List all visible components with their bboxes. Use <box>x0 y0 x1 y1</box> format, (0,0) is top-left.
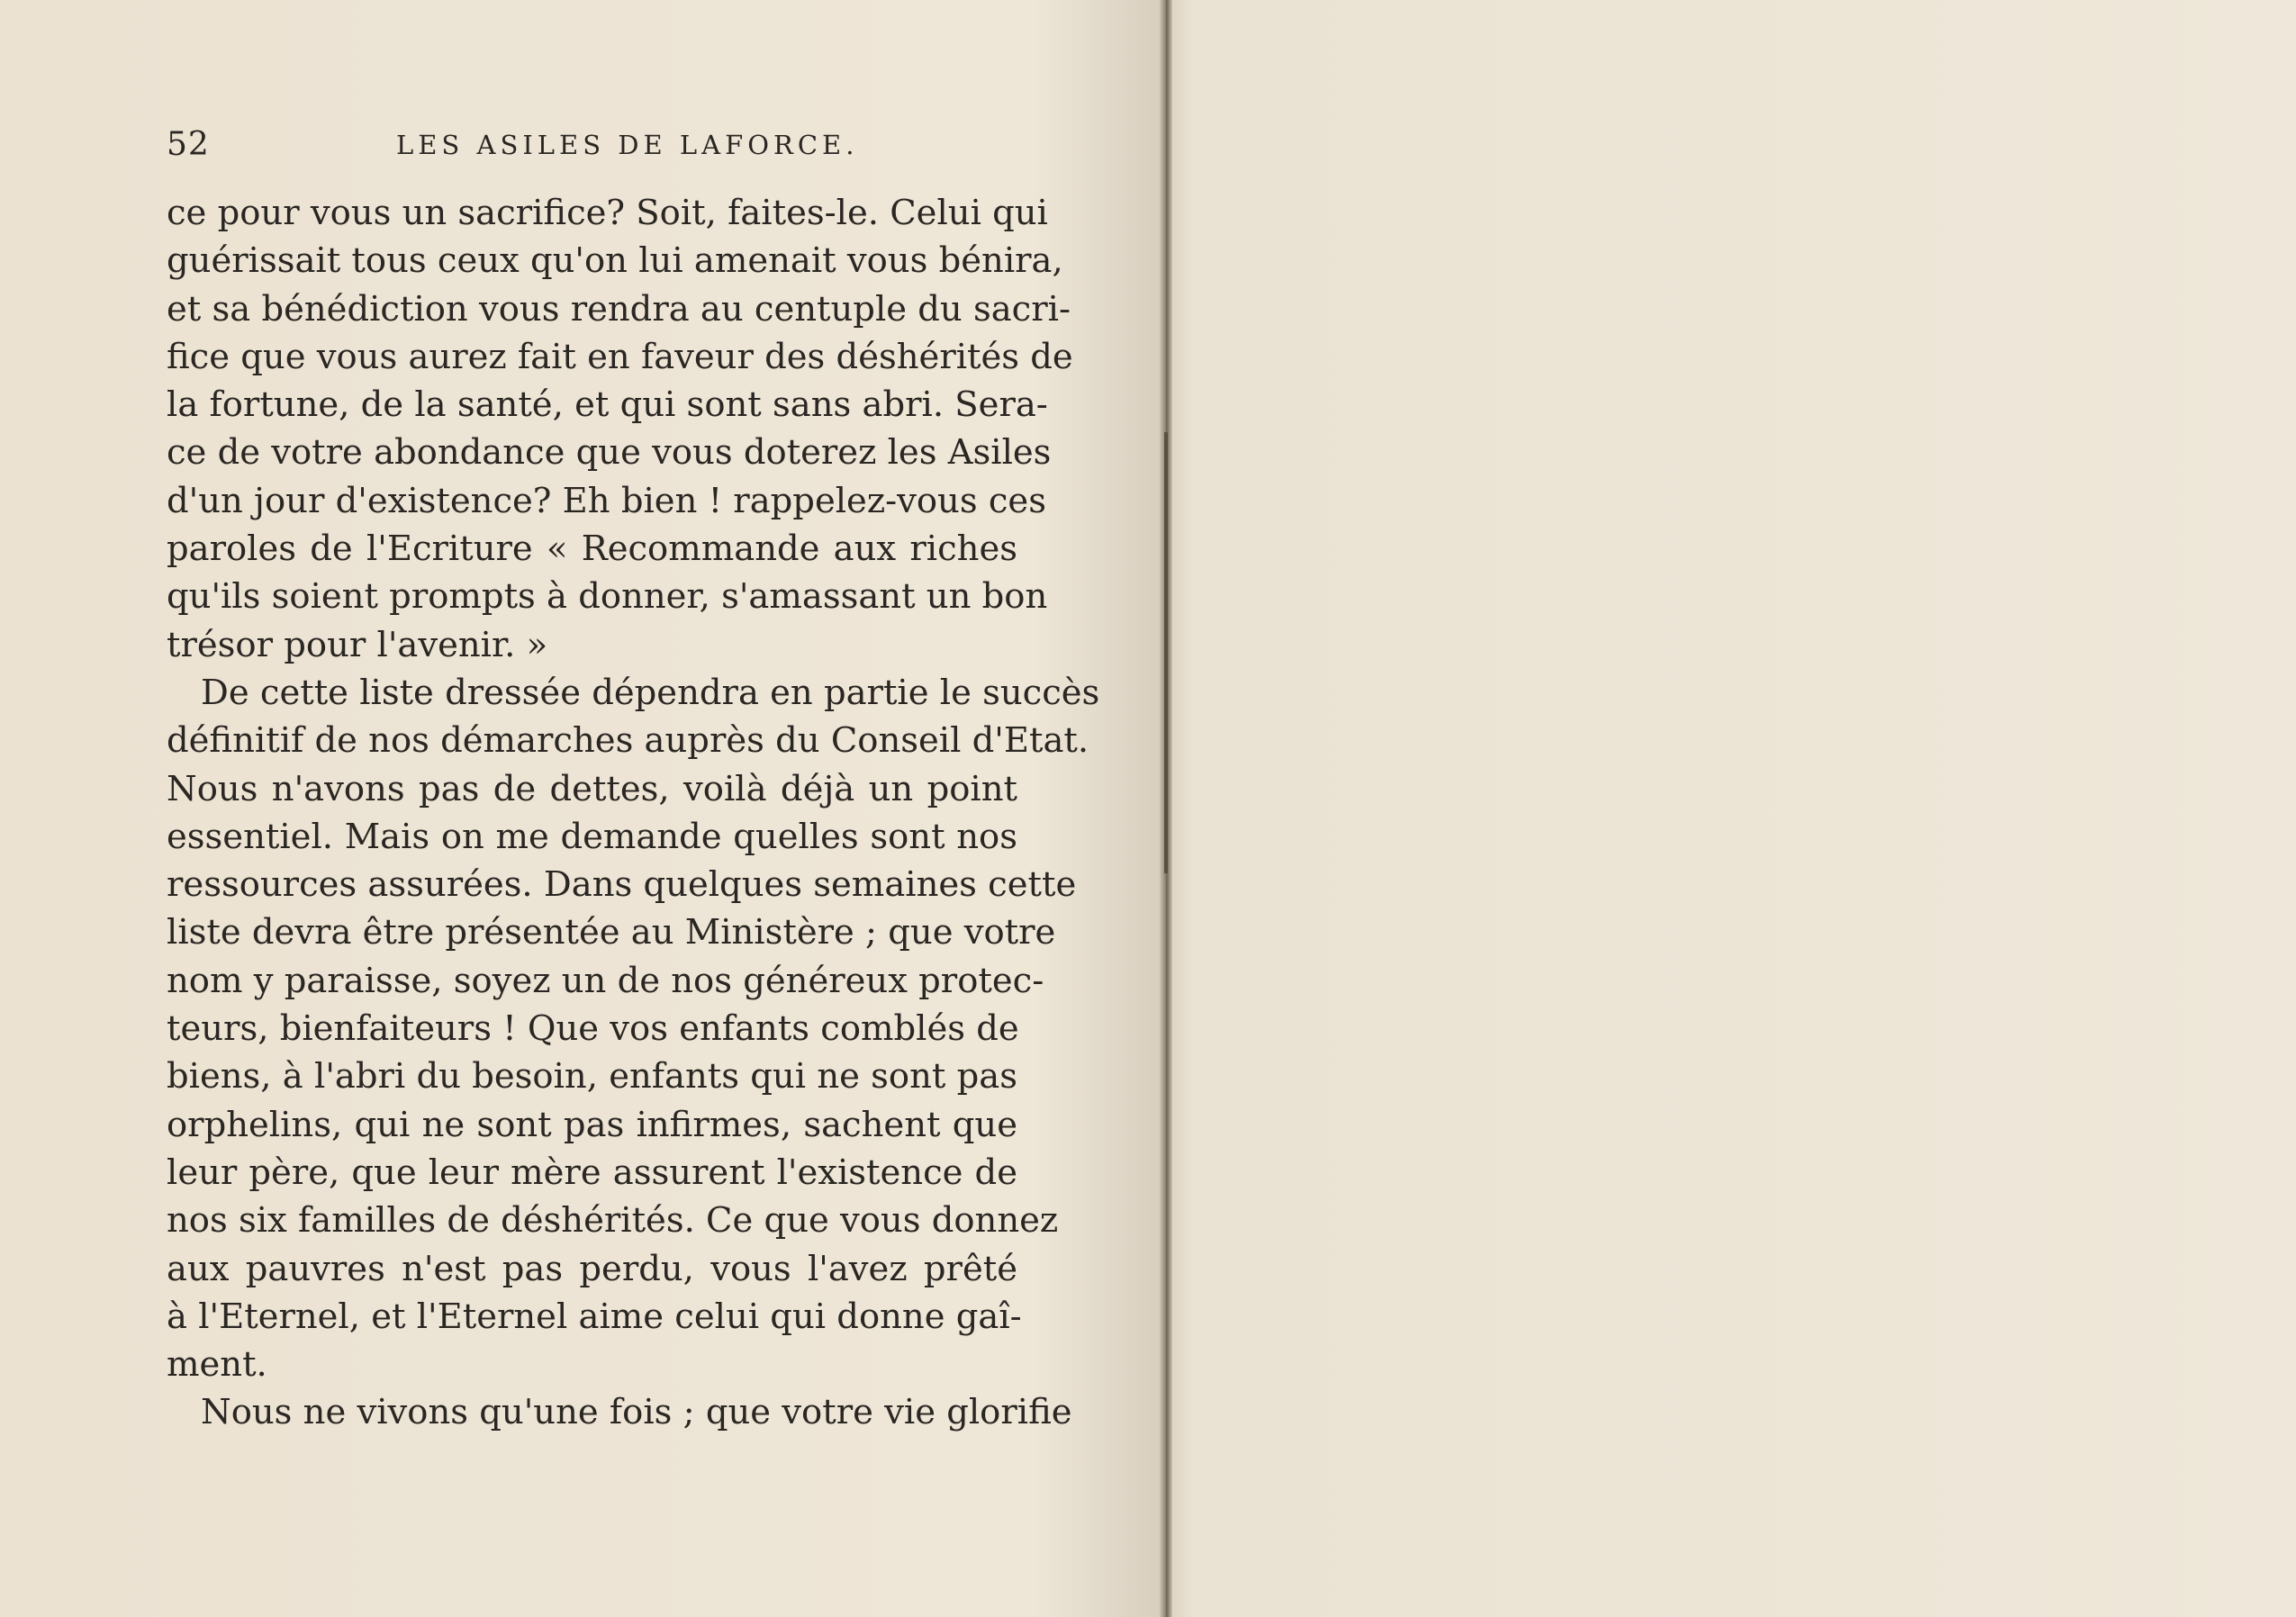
text-line: aux pauvres n'est pas perdu, vous l'avez prêté <box>167 1248 1017 1289</box>
text-line: trésor pour l'avenir. » <box>167 624 548 665</box>
text-line: Nous ne vivons qu'une fois ; que votre vie glorifie <box>201 1392 1072 1433</box>
text-line: Nous n'avons pas de dettes, voilà déjà un point <box>167 768 1017 809</box>
text-line: De cette liste dressée dépendra en partie le succès <box>201 672 1100 713</box>
left-page-number: 52 <box>167 126 210 163</box>
text-line: orphelins, qui ne sont pas infirmes, sachent que <box>167 1104 1017 1145</box>
text-line: biens, à l'abri du besoin, enfants qui ne sont pas <box>167 1056 1017 1098</box>
text-line: ce pour vous un sacrifice? Soit, faites-le. Celui qui <box>167 193 1048 233</box>
text-line: liste devra être présentée au Ministère ; que votre <box>167 912 1056 953</box>
text-line: définitif de nos démarches auprès du Conseil d'Etat. <box>167 720 1089 762</box>
text-line: ment. <box>167 1344 267 1386</box>
text-line: ressources assurées. Dans quelques semaines cette <box>167 864 1077 906</box>
left-running-title: LES ASILES DE LAFORCE. <box>396 130 859 160</box>
text-line: et sa bénédiction vous rendra au centuple du sacri- <box>167 288 1071 330</box>
text-line: essentiel. Mais on me demande quelles sont nos <box>167 816 1017 857</box>
text-line: paroles de l'Ecriture « Recommande aux riches <box>167 528 1017 570</box>
text-line: leur père, que leur mère assurent l'existence de <box>167 1152 1017 1193</box>
text-line: qu'ils soient prompts à donner, s'amassant un bon <box>167 576 1048 618</box>
text-line: fice que vous aurez fait en faveur des déshérités de <box>167 336 1073 377</box>
binding-thread <box>1164 432 1168 873</box>
text-line: nos six familles de déshérités. Ce que vous donnez <box>167 1200 1059 1242</box>
text-line: teurs, bienfaiteurs ! Que vos enfants comblés de <box>167 1008 1019 1050</box>
text-line: ce de votre abondance que vous doterez les Asiles <box>167 432 1052 474</box>
right-page <box>1171 0 2296 1617</box>
text-line: d'un jour d'existence? Eh bien ! rappelez-vous ces <box>167 480 1046 521</box>
right-running-head <box>1171 126 2296 162</box>
text-line: nom y paraisse, soyez un de nos généreux protec- <box>167 960 1044 1001</box>
text-line: à l'Eternel, et l'Eternel aime celui qui donne gaî- <box>167 1296 1022 1337</box>
left-running-head <box>0 126 1163 162</box>
text-line: guérissait tous ceux qu'on lui amenait vous bénira, <box>167 240 1063 282</box>
left-body-text <box>167 189 1100 1437</box>
text-line: la fortune, de la santé, et qui sont sans abri. Sera- <box>167 384 1048 426</box>
